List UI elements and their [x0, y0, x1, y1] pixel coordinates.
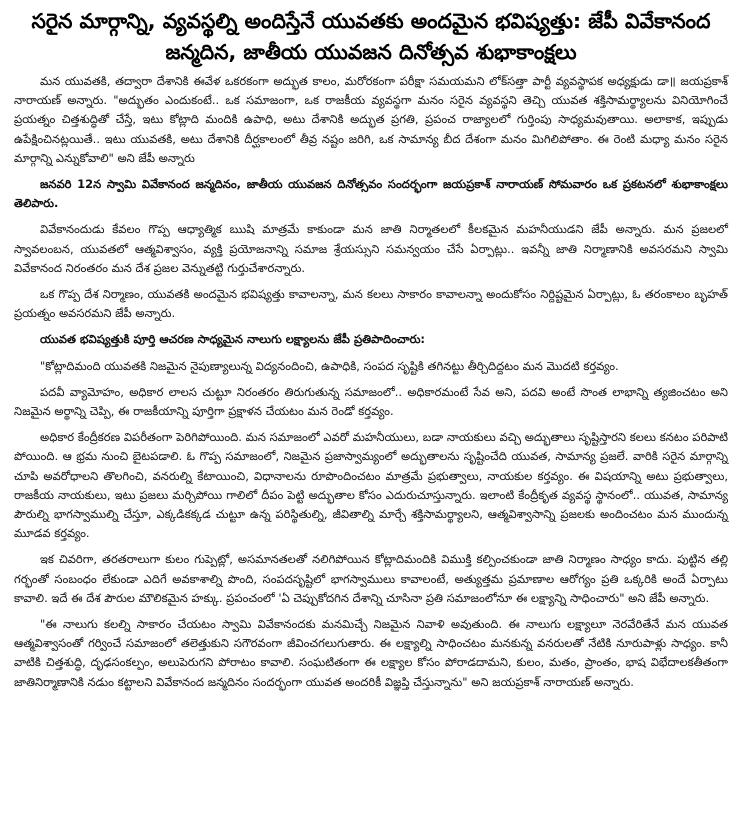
page-title: సరైన మార్గాన్ని, వ్యవస్థల్ని అందిస్తేనే యువతకు అందమైన భవిష్యత్తు: జేపీ వివేకానంద జన్మదిన, జాతీయ యువజన దినోత్సవ శుభాకాంక్షలు: [31, 9, 711, 64]
article-paragraph: ఇక చివరిగా, తరతరాలుగా కులం గుప్పెట్లో, అసమానతలతో నలిగిపోయిన కోట్లాదిమందికి విముక్తి కల్పించకుండా జాతి నిర్మాణం సాధ్యం కాదు. పుట్టిన తల్లి గర్భంతో సంబంధం లేకుండా ఎదిగే అవకాశాల్ని పొంది, సంపదసృష్టిలో భాగస్వాములు కావాలంటే, అత్యుత్తమ ప్రమాణాల ఆరోగ్యం ప్రతి ఒక్కరికి అందే ఏర్పాటు కావాలి. ఇదే ఈ దేశ పౌరుల మౌలికమైన హక్కు. ప్రపంచంలో 'ఏ చెప్పుకోదగిన దేశాన్ని చూసినా ప్రతి సమాజంలోనూ ఈ లక్ష్యాన్ని సాధించారు" అని జేపీ అన్నారు.: [14, 552, 728, 605]
article-paragraph: అధికార కేంద్రీకరణ విపరీతంగా పెరిగిపోయింది. మన సమాజంలో ఎవరో మహనీయులు, బడా నాయకులు వచ్చి అద్భుతాలు సృష్టిస్తారని కలలు కనటం పరిపాటి పోయింది. ఆ భ్రమ నుంచి బైటపడాలి. ఓ గొప్ప సమాజంలో, నిజమైన ప్రజాస్వామ్యంలో అద్భుతాలను సృష్టించేది యువత, సామాన్య ప్రజలే. వారికి సరైన మార్గాన్ని చూపి అవరోధాలని తొలగించి, వనరుల్ని కేటాయించి, విధానాలను రూపొందించటం మాత్రమే ప్రభుత్వాలు, నాయకుల కర్తవ్యం. ఈ విషయాన్ని అటు ప్రభుత్వాలు, రాజకీయ నాయకులు, ఇటు ప్రజలు మర్చిపోయి గాలిలో దీపం పెట్టి అద్భుతాల కోసం ఎదురుచూస్తున్నారు. ఇలాంటి కేంద్రీకృత వ్యవస్థ స్థానంలో.. యువత, సామాన్య పౌరుల్ని భాగస్వాముల్ని చేస్తూ, ఎక్కడికక్కడ చుట్టూ ఉన్న పరిస్థితుల్ని, జీవితాల్ని మార్చే శక్తిసామర్థ్యాలని, ఆత్మవిశ్వాసాన్ని ప్రజలకు అందించటం మన ముందున్న మూడవ కర్తవ్యం.: [14, 430, 728, 541]
article-paragraph: మన యువతకి, తద్వారా దేశానికి ఈవేళ ఒకరకంగా అద్భుత కాలం, మరోరకంగా పరీక్షా సమయమని లోక్‌సత్తా పార్టీ వ్యవస్థాపక అధ్యక్షుడు డా॥ జయప్రకాశ్ నారాయణ్ అన్నారు. "అద్భుతం ఎందుకంటే.. ఒక సమాజంగా, ఒక రాజకీయ వ్యవస్థగా మనం సరైన వ్యవస్థని తెచ్చి యువత శక్తిసామర్థ్యాలను వినియోగించే ప్రయత్నం చిత్తశుద్ధితో చేస్తే, ఇటు కోట్లాది మందికి ఉపాధి, అటు దేశానికి అద్భుత ప్రగతి, ప్రపంచ రాజ్యాలలో గుర్తింపు సాధ్యమవుతాయి. అలాకాక, ఇప్పుడు ఉపేక్షించినట్లయితే.. ఇటు యువతకి, అటు దేశానికి దీర్ఘకాలంలో తీవ్ర నష్టం జరిగి, ఒక సామాన్య బీద దేశంగా మనం మిగిలిపోతాం. ఈ రెంటి మధ్యా మనం సరైన మార్గాన్ని ఎన్నుకోవాలి" అని జేపీ అన్నారు: [14, 74, 728, 165]
article-paragraph: "ఈ నాలుగు కలల్ని సాకారం చేయటం స్వామి వివేకానందకు మనమిచ్చే నిజమైన నివాళి అవుతుంది. ఈ నాలుగు లక్ష్యాలూ నెరవేరితేనే మన యువత ఆత్మవిశ్వాసంతో గర్వించే సమాజంలో తలెత్తుకుని సగౌరవంగా జీవించగలుగుతారు. ఈ లక్ష్యాల్ని సాధించటం మనకున్న వనరులతో నేటికి నూరుపాళ్లు సాధ్యం. కానీ వాటికి చిత్తశుద్ధి, దృఢసంకల్పం, అలుపెరుగని పోరాటం కావాలి. సంఘటితంగా ఈ లక్ష్యాల కోసం పోరాడదామని, కులం, మతం, ప్రాంతం, భాష విభేదాలకతీతంగా జాతినిర్మాణానికి నడుం కట్టాలని వివేకానంద జన్మదినం సందర్భంగా యువత అందరికీ విజ్ఞప్తి చేస్తున్నాను" అని జయప్రకాశ్ నారాయణ్ అన్నారు.: [14, 617, 728, 689]
article-paragraph: ఒక గొప్ప దేశ నిర్మాణం, యువతకి అందమైన భవిష్యత్తు కావాలన్నా, మన కలలు సాకారం కావాలన్నా అందుకోసం నిర్దిష్టమైన ఏర్పాట్లు, ఓ తరంకాలం బృహత్ ప్రయత్నం అవసరమని జేపీ అన్నారు.: [14, 287, 728, 321]
article-body: [14, 72, 728, 692]
article-paragraph: యువత భవిష్యత్తుకి పూర్తి ఆచరణ సాధ్యమైన నాలుగు లక్ష్యాలను జేపీ ప్రతిపాదించారు:: [40, 332, 426, 347]
article-paragraph: "కోట్లాదిమంది యువతకి నిజమైన నైపుణ్యాలున్న విద్యనందించి, ఉపాధికి, సంపద సృష్టికి తగినట్టు తీర్చిదిద్దటం మన మొదటి కర్తవ్యం.: [40, 358, 619, 373]
article-paragraph: వివేకానందుడు కేవలం గొప్ప ఆధ్యాత్మిక ఋషి మాత్రమే కాకుండా మన జాతి నిర్మాతలలో కీలకమైన మహనీయుడని జేపీ అన్నారు. మన ప్రజలలో స్వావలంబన, యువతలో ఆత్మవిశ్వాసం, వ్యక్తి ప్రయోజనాన్ని సమాజ శ్రేయస్సుని సమన్వయం చేసే ఏర్పాట్లు.. ఇవన్నీ జాతి నిర్మాణానికి అవసరమని స్వామి వివేకానంద నిరంతరం మన దేశ ప్రజల వెన్నుతట్టి గుర్తుచేశారన్నారు.: [14, 222, 728, 275]
article-paragraph: జనవరి 12న స్వామి వివేకానంద జన్మదినం, జాతీయ యువజన దినోత్సవం సందర్భంగా జయప్రకాశ్ నారాయణ్ సోమవారం ఒక ప్రకటనలో శుభాకాంక్షలు తెలిపారు.: [14, 177, 728, 211]
article-paragraph: పదవీ వ్యామోహం, అధికార లాలస చుట్టూ నిరంతరం తిరుగుతున్న సమాజంలో.. అధికారమంటే సేవ అని, పదవి అంటే సొంత లాభాన్ని త్యజించటం అని నిజమైన అర్థాన్ని చెప్పి, ఈ రాజకీయాన్ని పూర్తిగా ప్రక్షాళన చేయటం మన రెండో కర్తవ్యం.: [14, 384, 728, 419]
